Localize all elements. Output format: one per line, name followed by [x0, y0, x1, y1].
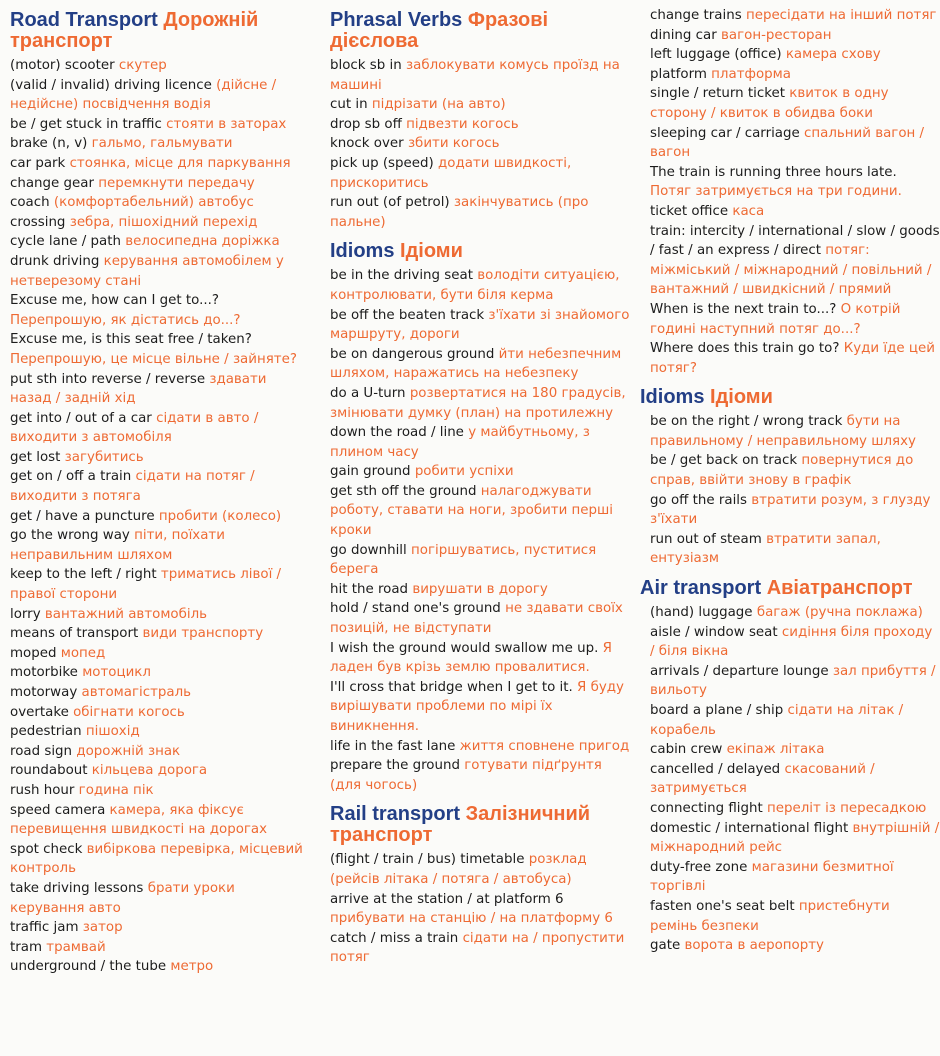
term-en: arrive at the station / at platform 6	[330, 891, 564, 907]
vocab-entry	[330, 482, 630, 541]
vocab-entry	[640, 222, 940, 300]
vocab-entry	[10, 918, 312, 938]
term-en: keep to the left / right	[10, 567, 157, 583]
term-en: The train is running three hours late.	[650, 164, 897, 180]
translation-uk: не здавати своїх позицій, не відступати	[330, 601, 623, 637]
translation-uk: О котрій годині наступний потяг до...?	[650, 301, 901, 337]
vocab-entry	[640, 26, 940, 46]
translation-uk: погіршуватись, пуститися берега	[330, 542, 597, 578]
vocab-entry	[10, 938, 312, 958]
term-en: Where does this train go to?	[650, 341, 840, 357]
term-en: take driving lessons	[10, 880, 144, 896]
term-en: sleeping car / carriage	[650, 125, 800, 141]
translation-uk: платформа	[711, 66, 791, 82]
term-en: get lost	[10, 449, 61, 465]
vocab-entry	[10, 467, 312, 506]
term-en: tram	[10, 939, 43, 955]
translation-uk: зебра, пішохідний перехід	[69, 214, 258, 230]
vocab-entry	[640, 897, 940, 936]
vocab-entry	[640, 623, 940, 662]
vocab-entry	[10, 742, 312, 762]
vocab-entry	[10, 683, 312, 703]
vocab-section	[640, 578, 940, 956]
term-en: put sth into reverse / reverse	[10, 371, 206, 387]
term-en: (flight / train / bus) timetable	[330, 852, 525, 868]
translation-uk: спальний вагон / вагон	[650, 125, 925, 161]
section-title-uk: Ідіоми	[400, 240, 463, 263]
translation-uk: вантажний автомобіль	[44, 606, 208, 622]
term-en: cut in	[330, 97, 368, 113]
translation-uk: Куди їде цей потяг?	[650, 341, 935, 376]
section-heading	[10, 10, 312, 52]
vocab-entry	[10, 722, 312, 742]
term-en: go the wrong way	[10, 528, 130, 544]
vocab-entry	[10, 663, 312, 683]
translation-uk: скутер	[118, 58, 167, 73]
vocab-entry	[330, 890, 630, 929]
term-en: means of transport	[10, 626, 139, 642]
section-title-en: Rail transport	[330, 803, 461, 826]
vocab-entry	[10, 565, 312, 604]
term-en: motorbike	[10, 665, 78, 681]
section-title-uk: Ідіоми	[710, 386, 773, 409]
translation-uk: Потяг затримується на три години.	[650, 184, 902, 200]
translation-uk: мопед	[60, 645, 106, 661]
section-heading	[330, 10, 630, 52]
translation-uk: мотоцикл	[82, 665, 151, 681]
vocab-entry	[330, 266, 630, 305]
vocab-entry	[10, 644, 312, 664]
term-en: platform	[650, 66, 707, 82]
vocab-entry	[640, 45, 940, 65]
section-title-uk: Залізничний транспорт	[330, 803, 591, 847]
term-en: moped	[10, 645, 57, 661]
translation-uk: готувати підґрунтя (для чогось)	[330, 758, 602, 793]
vocab-section	[640, 6, 940, 378]
term-en: get sth off the ground	[330, 483, 477, 499]
vocab-entry	[640, 701, 940, 740]
vocab-entry	[10, 56, 312, 76]
translation-uk: потяг: міжміський / міжнародний / повільний / вантажний / швидкісний / прямий	[650, 243, 932, 298]
translation-uk: зал прибуття / вильоту	[650, 663, 936, 699]
term-en: overtake	[10, 704, 69, 720]
term-en: fasten one's seat belt	[650, 898, 795, 914]
vocab-entry	[10, 409, 312, 448]
translation-uk: багаж (ручна поклажа)	[756, 605, 923, 621]
translation-uk: робити успіхи	[414, 464, 514, 480]
column-3	[640, 6, 940, 965]
term-en: roundabout	[10, 763, 88, 779]
vocab-entry	[640, 339, 940, 378]
translation-uk: квиток в одну сторону / квиток в обидва боки	[650, 86, 889, 121]
vocab-section	[330, 241, 630, 795]
term-en: change gear	[10, 175, 94, 191]
translation-uk: розвертатися на 180 градусів, змінювати думку (план) на протилежну	[330, 385, 626, 421]
term-en: life in the fast lane	[330, 738, 456, 754]
translation-uk: йти небезпечним шляхом, наражатись на небезпеку	[330, 346, 622, 382]
vocab-entry	[10, 370, 312, 409]
translation-uk: життя сповнене пригод	[459, 738, 630, 754]
term-en: cancelled / delayed	[650, 761, 781, 777]
vocab-entry	[330, 756, 630, 795]
vocab-entry	[640, 819, 940, 858]
translation-uk: збити когось	[407, 136, 500, 152]
vocab-entry	[640, 740, 940, 760]
term-en: I wish the ground would swallow me up.	[330, 640, 599, 656]
vocab-entry	[10, 605, 312, 625]
section-title-uk: Дорожній транспорт	[10, 9, 259, 52]
vocab-entry	[10, 174, 312, 194]
term-en: Excuse me, how can I get to...?	[10, 293, 219, 309]
translation-uk: загубитись	[64, 449, 144, 465]
vocab-entry	[640, 603, 940, 623]
term-en: knock over	[330, 136, 404, 152]
vocab-entry	[330, 929, 630, 968]
term-en: get on / off a train	[10, 469, 132, 485]
term-en: be / get stuck in traffic	[10, 116, 162, 132]
vocab-entry	[640, 936, 940, 956]
term-en: gain ground	[330, 464, 411, 480]
vocab-entry	[10, 330, 312, 369]
term-en: hold / stand one's ground	[330, 601, 501, 617]
term-en: be on dangerous ground	[330, 346, 495, 362]
translation-uk: закінчуватись (про пальне)	[330, 195, 589, 230]
term-en: traffic jam	[10, 920, 79, 936]
vocab-entry	[330, 462, 630, 482]
term-en: change trains	[650, 8, 742, 23]
translation-uk: Перепрошую, як дістатись до...?	[10, 312, 241, 328]
section-heading	[640, 578, 940, 599]
section-title-en: Idioms	[330, 240, 395, 263]
translation-uk: переліт із пересадкою	[767, 800, 927, 816]
column-2	[330, 6, 630, 977]
translation-uk: магазини безмитної торгівлі	[650, 859, 894, 895]
term-en: Excuse me, is this seat free / taken?	[10, 332, 252, 348]
vocab-entry	[640, 412, 940, 451]
term-en: arrivals / departure lounge	[650, 663, 829, 679]
translation-uk: втратити запал, ентузіазм	[650, 531, 881, 567]
vocab-entry	[330, 678, 630, 737]
section-title-en: Phrasal Verbs	[330, 9, 463, 31]
translation-uk: вирушати в дорогу	[412, 581, 548, 597]
term-en: go off the rails	[650, 492, 747, 508]
translation-uk: у майбутньому, з плином часу	[330, 425, 590, 460]
term-en: left luggage (office)	[650, 47, 782, 63]
term-en: When is the next train to...?	[650, 301, 837, 317]
term-en: catch / miss a train	[330, 930, 459, 946]
term-en: dining car	[650, 27, 717, 43]
term-en: cabin crew	[650, 742, 723, 758]
term-en: pedestrian	[10, 724, 82, 740]
vocab-entry	[10, 703, 312, 723]
section-title-en: Idioms	[640, 386, 705, 409]
vocab-section	[330, 10, 630, 232]
vocab-entry	[640, 662, 940, 701]
translation-uk: кільцева дорога	[91, 763, 208, 779]
translation-uk: камера, яка фіксує перевищення швидкості на дорогах	[10, 802, 268, 838]
term-en: car park	[10, 155, 66, 171]
translation-uk: екіпаж літака	[726, 742, 825, 758]
vocab-entry	[10, 879, 312, 918]
term-en: (motor) scooter	[10, 58, 115, 73]
translation-uk: повернутися до справ, ввійти знову в графік	[650, 453, 914, 489]
translation-uk: бути на правильному / неправильному шляху	[650, 414, 916, 449]
vocab-entry	[10, 507, 312, 527]
translation-uk: внутрішній / міжнародний рейс	[650, 820, 940, 856]
vocab-entry	[330, 115, 630, 135]
vocab-entry	[330, 345, 630, 384]
section-heading	[330, 241, 630, 262]
translation-uk: стоянка, місце для паркування	[69, 155, 291, 171]
vocab-entry	[640, 84, 940, 123]
term-en: board a plane / ship	[650, 703, 784, 718]
term-en: duty-free zone	[650, 859, 748, 875]
translation-uk: підрізати (на авто)	[371, 97, 506, 113]
translation-uk: камера схову	[785, 47, 881, 63]
translation-uk: брати уроки керування авто	[10, 880, 235, 916]
section-title-uk: Авіатранспорт	[766, 577, 913, 600]
term-en: connecting flight	[650, 800, 763, 816]
term-en: speed camera	[10, 802, 106, 818]
translation-uk: ворота в аеропорту	[684, 938, 824, 954]
term-en: (valid / invalid) driving licence	[10, 77, 212, 93]
translation-uk: Я буду вирішувати проблеми по мірі їх виникнення.	[330, 679, 624, 734]
vocab-entry	[330, 580, 630, 600]
translation-uk: гальмо, гальмувати	[91, 136, 233, 152]
translation-uk: каса	[732, 203, 765, 219]
translation-uk: сідати в авто / виходити з автомобіля	[10, 410, 259, 446]
vocab-entry	[330, 737, 630, 757]
vocab-entry	[330, 134, 630, 154]
translation-uk: додати швидкості, прискоритись	[330, 155, 572, 191]
vocab-entry	[10, 291, 312, 330]
section-heading	[330, 804, 630, 846]
vocab-entry	[640, 760, 940, 799]
term-en: rush hour	[10, 782, 75, 798]
vocab-entry	[640, 6, 940, 26]
translation-uk: сідати на літак / корабель	[650, 703, 904, 738]
term-en: aisle / window seat	[650, 624, 778, 640]
translation-uk: (дійсне / недійсне) посвідчення водія	[10, 77, 277, 113]
term-en: gate	[650, 938, 681, 954]
translation-uk: дорожній знак	[76, 743, 181, 759]
translation-uk: володіти ситуацією, контролювати, бути біля керма	[330, 268, 620, 303]
translation-uk: пробити (колесо)	[158, 508, 282, 524]
term-en: road sign	[10, 743, 73, 759]
term-en: get into / out of a car	[10, 410, 152, 426]
vocab-entry	[330, 639, 630, 678]
translation-uk: прибувати на станцію / на платформу 6	[330, 911, 613, 927]
translation-uk: сідати на / пропустити потяг	[330, 930, 625, 966]
translation-uk: види транспорту	[142, 626, 264, 642]
term-en: I'll cross that bridge when I get to it.	[330, 679, 573, 695]
term-en: crossing	[10, 214, 66, 230]
vocab-entry	[10, 761, 312, 781]
translation-uk: пересідати на інший потяг	[745, 8, 937, 23]
vocab-entry	[330, 599, 630, 638]
vocab-entry	[330, 95, 630, 115]
translation-uk: Перепрошую, це місце вільне / зайняте?	[10, 351, 297, 367]
term-en: get / have a puncture	[10, 508, 155, 524]
vocab-section	[10, 10, 312, 977]
term-en: be on the right / wrong track	[650, 414, 843, 430]
term-en: (hand) luggage	[650, 605, 753, 621]
translation-uk: налагоджувати роботу, ставати на ноги, зробити перші кроки	[330, 483, 614, 539]
translation-uk: вагон-ресторан	[721, 27, 832, 43]
translation-uk: трамвай	[46, 939, 106, 955]
vocab-entry	[10, 526, 312, 565]
translation-uk: автомагістраль	[81, 685, 192, 700]
term-en: drunk driving	[10, 253, 100, 269]
translation-uk: розклад (рейсів літака / потяга / автобуса)	[330, 852, 587, 887]
vocab-entry	[10, 448, 312, 468]
vocab-entry	[330, 850, 630, 889]
vocab-entry	[10, 624, 312, 644]
term-en: single / return ticket	[650, 86, 785, 102]
translation-uk: підвезти когось	[406, 116, 519, 132]
vocab-entry	[330, 154, 630, 193]
vocab-entry	[640, 65, 940, 85]
term-en: run out of steam	[650, 531, 762, 547]
section-title-en: Road Transport	[10, 9, 158, 31]
term-en: lorry	[10, 606, 41, 622]
vocab-entry	[330, 193, 630, 232]
vocab-entry	[10, 213, 312, 233]
vocab-entry	[640, 300, 940, 339]
term-en: coach	[10, 195, 50, 211]
vocab-entry	[10, 781, 312, 801]
vocab-section	[640, 387, 940, 569]
translation-uk: (комфортабельний) автобус	[53, 195, 254, 211]
term-en: be off the beaten track	[330, 307, 485, 323]
term-en: cycle lane / path	[10, 234, 121, 250]
vocab-entry	[640, 202, 940, 222]
vocab-entry	[640, 163, 940, 202]
translation-uk: здавати назад / задній хід	[10, 371, 267, 407]
translation-uk: пристебнути ремінь безпеки	[650, 898, 890, 934]
vocab-entry	[10, 134, 312, 154]
vocab-entry	[330, 384, 630, 423]
term-en: block sb in	[330, 58, 402, 73]
vocab-entry	[10, 76, 312, 115]
vocab-entry	[640, 799, 940, 819]
term-en: drop sb off	[330, 116, 402, 132]
term-en: run out (of petrol)	[330, 195, 450, 211]
vocab-entry	[10, 115, 312, 135]
translation-uk: з'їхати зі знайомого маршруту, дороги	[330, 307, 630, 343]
column-1	[10, 6, 312, 986]
vocab-entry	[10, 957, 312, 977]
term-en: be / get back on track	[650, 453, 798, 469]
translation-uk: затор	[82, 920, 123, 936]
translation-uk: вибіркова перевірка, місцевий контроль	[10, 841, 303, 877]
translation-uk: втратити розум, з глузду з'їхати	[650, 492, 931, 528]
section-title-en: Air transport	[640, 577, 762, 600]
vocab-entry	[10, 193, 312, 213]
vocab-entry	[640, 124, 940, 163]
vocab-entry	[640, 491, 940, 530]
term-en: ticket office	[650, 203, 729, 219]
translation-uk: обігнати когось	[73, 704, 185, 720]
vocab-entry	[330, 56, 630, 95]
term-en: be in the driving seat	[330, 268, 473, 284]
translation-uk: пішохід	[85, 724, 140, 740]
vocab-entry	[640, 858, 940, 897]
vocab-entry	[640, 530, 940, 569]
term-en: down the road / line	[330, 425, 464, 441]
term-en: hit the road	[330, 581, 409, 597]
vocab-entry	[10, 154, 312, 174]
translation-uk: триматись лівої / правої сторони	[10, 567, 282, 603]
translation-uk: керування автомобілем у нетверезому стані	[10, 253, 284, 289]
vocab-entry	[330, 306, 630, 345]
section-heading	[640, 387, 940, 408]
translation-uk: метро	[170, 959, 214, 975]
translation-uk: стояти в заторах	[166, 116, 287, 132]
vocab-entry	[10, 840, 312, 879]
translation-uk: заблокувати комусь проїзд на машині	[330, 58, 620, 93]
term-en: domestic / international flight	[650, 820, 849, 836]
vocab-entry	[10, 232, 312, 252]
translation-uk: велосипедна доріжка	[125, 234, 280, 250]
term-en: underground / the tube	[10, 959, 167, 975]
vocab-entry	[10, 801, 312, 840]
translation-uk: сидіння біля проходу / біля вікна	[650, 624, 933, 660]
vocab-entry	[330, 423, 630, 462]
term-en: brake (n, v)	[10, 136, 88, 152]
term-en: go downhill	[330, 542, 407, 558]
translation-uk: година пік	[78, 782, 154, 798]
translation-uk: сідати на потяг / виходити з потяга	[10, 469, 255, 505]
translation-uk: піти, поїхати неправильним шляхом	[10, 528, 225, 563]
term-en: do a U-turn	[330, 385, 406, 401]
section-title-uk: Фразові дієслова	[330, 9, 549, 52]
term-en: train: intercity / international / slow / goods / fast / an express / direct	[650, 223, 940, 259]
translation-uk: перемкнути передачу	[98, 175, 255, 191]
vocab-entry	[330, 541, 630, 580]
term-en: motorway	[10, 685, 78, 700]
term-en: spot check	[10, 841, 83, 857]
translation-uk: Я ладен був крізь землю провалитися.	[330, 640, 612, 676]
vocab-entry	[10, 252, 312, 291]
term-en: pick up (speed)	[330, 155, 434, 171]
vocab-section	[330, 804, 630, 968]
term-en: prepare the ground	[330, 758, 460, 774]
vocab-entry	[640, 451, 940, 490]
translation-uk: скасований / затримується	[650, 761, 875, 797]
